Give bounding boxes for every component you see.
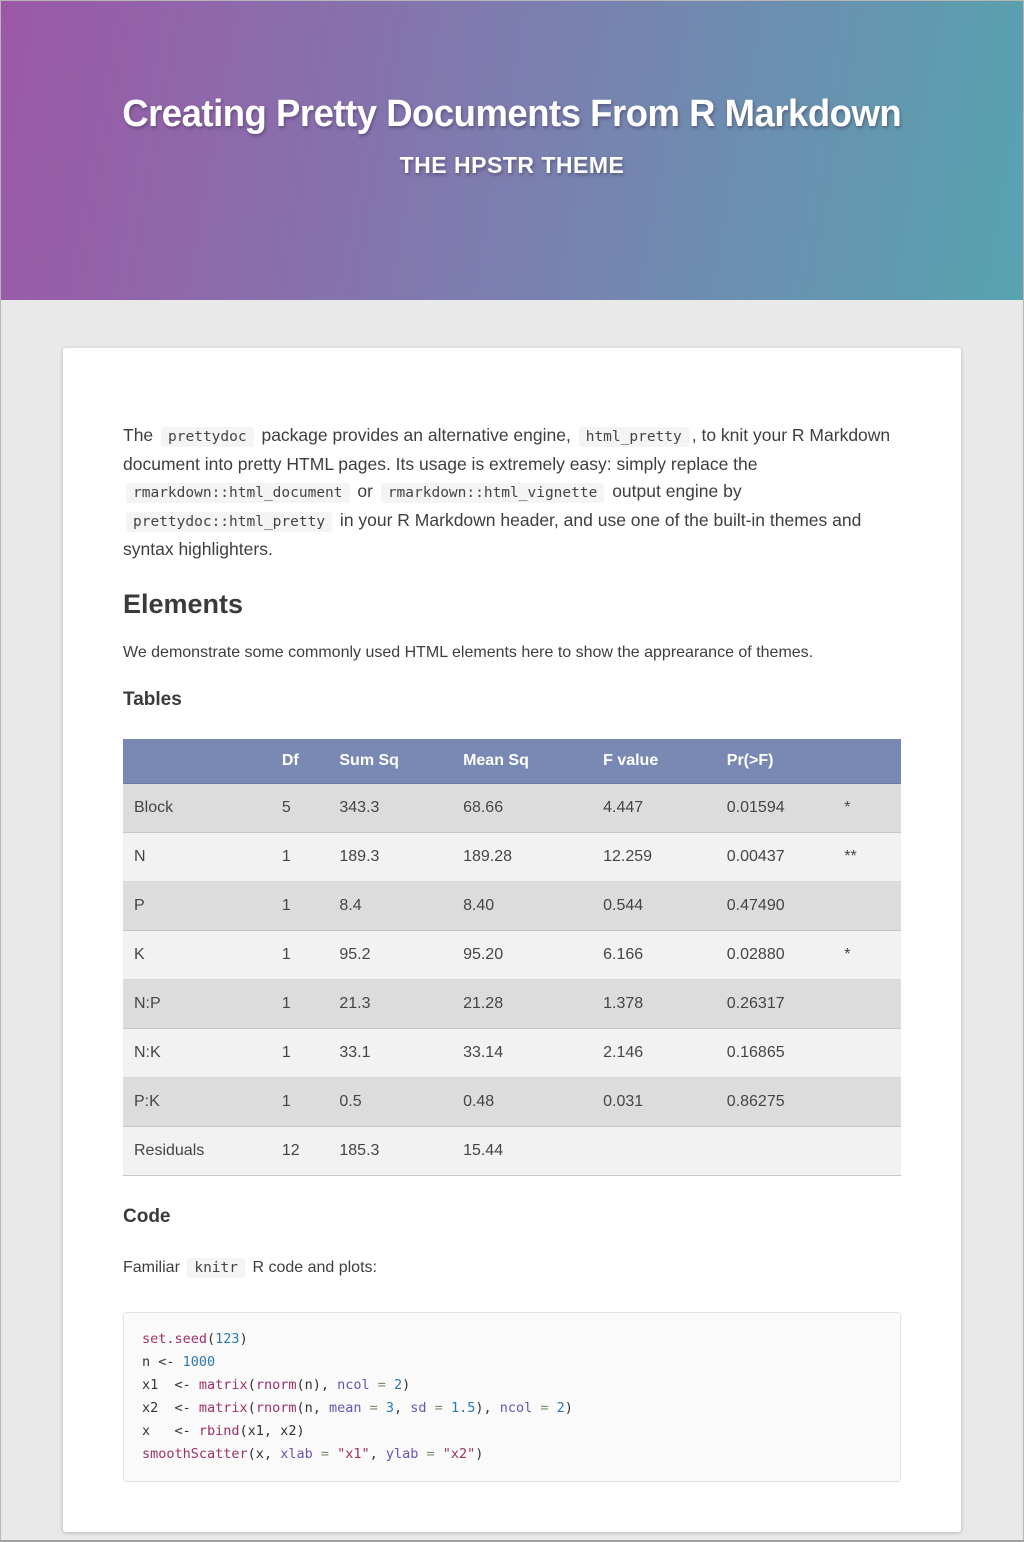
code-token: ( [207, 1331, 216, 1347]
code-token: = [418, 1446, 443, 1462]
elements-heading: Elements [123, 589, 244, 619]
table-cell: 12 [281, 1142, 300, 1159]
inline-code: prettydoc::html_pretty [126, 512, 332, 532]
r-code-block [123, 1312, 901, 1482]
row-label: N [134, 848, 146, 865]
table-cell: ** [844, 848, 857, 865]
code-token: 2 [394, 1377, 403, 1393]
row-label: Residuals [134, 1142, 205, 1159]
code-token: = [361, 1400, 386, 1416]
elements-description: We demonstrate some commonly used HTML elements here to show the apprearance of themes. [123, 644, 814, 661]
code-token: = [532, 1400, 557, 1416]
code-token: rbind [198, 1423, 240, 1439]
inline-code: prettydoc [161, 427, 254, 447]
table-row [123, 980, 901, 1029]
code-token: sd [410, 1400, 427, 1416]
row-label: N:K [134, 1044, 161, 1061]
table-cell: 33.14 [463, 1044, 504, 1061]
table-cell: 21.3 [339, 995, 371, 1012]
code-token: 2 [556, 1400, 565, 1416]
column-header: Sum Sq [328, 739, 452, 784]
table-cell: * [844, 799, 851, 816]
table-cell: 0.01594 [726, 799, 785, 816]
code-token: x1 <- [142, 1377, 199, 1393]
column-header [833, 739, 901, 784]
row-label: P:K [134, 1093, 160, 1110]
table-row [123, 882, 901, 931]
row-label: P [134, 897, 145, 914]
table-row [123, 784, 901, 833]
table-cell: 15.44 [463, 1142, 504, 1159]
code-token: x <- [142, 1423, 199, 1439]
code-token: ) [475, 1446, 484, 1462]
table-cell: 1 [281, 946, 291, 963]
table-cell [833, 1078, 901, 1127]
code-token: ( [247, 1377, 256, 1393]
code-token: ncol [337, 1377, 370, 1393]
inline-code: rmarkdown::html_vignette [381, 483, 605, 503]
code-token: 123 [215, 1331, 240, 1347]
code-token: , [369, 1446, 386, 1462]
table-cell: 4.447 [603, 799, 644, 816]
code-heading: Code [123, 1206, 171, 1227]
code-token: 1.5 [450, 1400, 476, 1416]
table-cell: 0.031 [603, 1093, 644, 1110]
code-token: = [369, 1377, 395, 1393]
code-token: matrix [198, 1400, 248, 1416]
table-cell: 0.544 [603, 897, 644, 914]
table-cell: 1.378 [603, 995, 644, 1012]
code-token: (n, [296, 1400, 329, 1416]
row-label: N:P [134, 995, 161, 1012]
intro-paragraph: The prettydoc package provides an alternative engine, html_pretty , to knit your R Markdown document into pretty HTML pages. Its usage is extremely easy: simply replace the rmarkdown::html_document or rmarkdown::html_vignette output engine by prettydoc::html_pretty in your R Markdown header, and use one of the built-in themes and syntax highlighters. [123, 425, 891, 559]
table-cell: 0.26317 [726, 995, 785, 1012]
code-token: = [312, 1446, 338, 1462]
table-cell: 0.02880 [726, 946, 785, 963]
table-cell: 5 [281, 799, 291, 816]
table-cell: 185.3 [339, 1142, 380, 1159]
table-cell: 0.48 [463, 1093, 495, 1110]
table-cell: 12.259 [603, 848, 653, 865]
column-header: Mean Sq [452, 739, 592, 784]
table-cell: 1 [281, 1093, 291, 1110]
column-header [123, 739, 271, 784]
code-token: "x2" [442, 1446, 476, 1462]
code-token: = [426, 1400, 451, 1416]
code-token: smoothScatter [142, 1446, 248, 1462]
code-token: n <- [142, 1354, 183, 1370]
table-cell: 1 [281, 1044, 291, 1061]
code-token: ncol [499, 1400, 533, 1416]
table-cell: 0.5 [339, 1093, 362, 1110]
code-token: ) [564, 1400, 573, 1416]
inline-code: knitr [187, 1258, 245, 1278]
table-cell: 68.66 [463, 799, 504, 816]
row-label: K [134, 946, 145, 963]
code-token: 3 [385, 1400, 395, 1416]
table-cell: 0.47490 [726, 897, 785, 914]
code-token: (x1, x2) [239, 1423, 305, 1439]
inline-code: html_pretty [579, 427, 689, 447]
table-cell [833, 980, 901, 1029]
document-header [0, 0, 1024, 300]
table-cell: 1 [281, 848, 291, 865]
table-cell: 343.3 [339, 799, 380, 816]
table-cell: 2.146 [603, 1044, 644, 1061]
table-cell: 1 [281, 995, 291, 1012]
code-token: (n), [296, 1377, 338, 1393]
code-token: (x, [247, 1446, 281, 1462]
table-cell [833, 882, 901, 931]
table-header-row [123, 739, 901, 784]
code-token: set.seed [142, 1331, 208, 1347]
code-token: matrix [198, 1377, 248, 1393]
column-header: Pr(>F) [716, 739, 833, 784]
code-token: 1000 [182, 1354, 216, 1370]
content-card [63, 348, 961, 1532]
table-cell: 8.4 [339, 897, 362, 914]
table-cell: 8.40 [463, 897, 495, 914]
code-token: xlab [280, 1446, 313, 1462]
table-row [123, 1029, 901, 1078]
table-cell: 21.28 [463, 995, 504, 1012]
code-token: rnorm [255, 1377, 297, 1393]
table-cell: 1 [281, 897, 291, 914]
table-cell: 189.28 [463, 848, 512, 865]
code-token: x2 <- [142, 1400, 199, 1416]
table-cell: 95.20 [463, 946, 504, 963]
table-cell: 0.16865 [726, 1044, 785, 1061]
table-cell: 0.86275 [726, 1093, 785, 1110]
code-token: , [394, 1400, 411, 1416]
code-token: mean [328, 1400, 362, 1416]
row-label: Block [134, 799, 174, 816]
code-token: ylab [385, 1446, 419, 1462]
table-cell [592, 1127, 716, 1176]
table-cell [833, 1029, 901, 1078]
table-row [123, 1078, 901, 1127]
table-cell: * [844, 946, 851, 963]
table-row [123, 931, 901, 980]
table-row [123, 1127, 901, 1176]
table-cell: 33.1 [339, 1044, 371, 1061]
page-title: Creating Pretty Documents From R Markdown [122, 93, 902, 135]
code-token: ) [239, 1331, 248, 1347]
table-cell: 0.00437 [726, 848, 785, 865]
table-cell: 189.3 [339, 848, 380, 865]
code-token: rnorm [255, 1400, 297, 1416]
code-intro-paragraph: Familiar knitr R code and plots: [123, 1259, 377, 1276]
table-cell: 95.2 [339, 946, 371, 963]
table-cell [716, 1127, 833, 1176]
r-code [142, 1331, 573, 1462]
table-cell: 6.166 [603, 946, 644, 963]
column-header: Df [271, 739, 329, 784]
page-subtitle: THE HPSTR THEME [399, 152, 625, 178]
code-token: ), [475, 1400, 500, 1416]
code-token: ( [247, 1400, 256, 1416]
table-row [123, 833, 901, 882]
table-cell [833, 1127, 901, 1176]
anova-table [123, 739, 901, 1176]
inline-code: rmarkdown::html_document [126, 483, 350, 503]
code-token: "x1" [337, 1446, 370, 1462]
code-token: ) [402, 1377, 411, 1393]
column-header: F value [592, 739, 716, 784]
tables-heading: Tables [123, 689, 182, 710]
